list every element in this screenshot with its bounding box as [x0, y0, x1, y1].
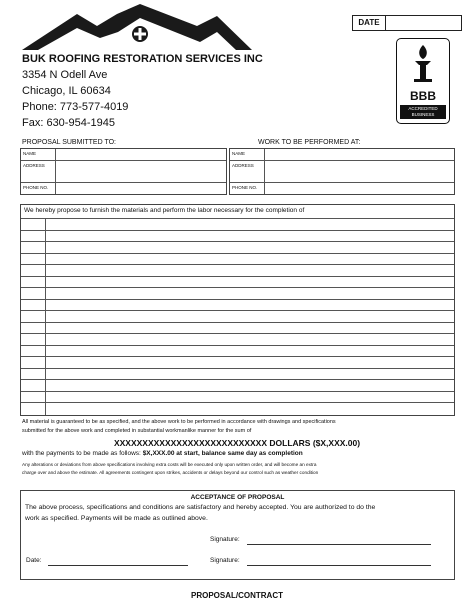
proposal-submitted-box: [20, 148, 227, 195]
work-ruled-line[interactable]: [21, 356, 454, 357]
proposal-submitted-heading: PROPOSAL SUBMITTED TO:: [22, 139, 117, 146]
work-ruled-line[interactable]: [21, 253, 454, 254]
date-label-acceptance: Date:: [26, 557, 42, 564]
company-city: Chicago, IL 60634: [22, 85, 111, 97]
guarantee-line1: All material is guaranteed to be as specified, and the above work to be performed in accordance with drawings and specifications: [22, 419, 336, 425]
submitted-name-field[interactable]: [56, 149, 226, 160]
work-ruled-line[interactable]: [21, 379, 454, 380]
signature1-label: Signature:: [210, 536, 240, 543]
bbb-torch-icon: [397, 39, 449, 89]
work-ruled-line[interactable]: [21, 264, 454, 265]
work-intro-text: We hereby propose to furnish the materials and perform the labor necessary for the completion of: [24, 207, 305, 214]
work-ruled-line[interactable]: [21, 310, 454, 311]
work-ruled-line[interactable]: [21, 345, 454, 346]
performed-name-label: NAME: [232, 151, 246, 156]
submitted-phone-field[interactable]: [56, 183, 226, 194]
performed-phone-label: PHONE NO.: [232, 185, 258, 190]
bbb-line1: ACCREDITED: [408, 106, 438, 111]
footer-title: PROPOSAL/CONTRACT: [191, 591, 283, 600]
work-ruled-line[interactable]: [21, 333, 454, 334]
payments-terms: $X,XXX.00 at start, balance same day as completion: [142, 450, 303, 457]
date-field[interactable]: [386, 16, 461, 30]
work-ruled-line[interactable]: [21, 402, 454, 403]
fine-print-2: charge over and above the estimate. All agreements contingent upon strikes, accidents or delays beyond our control such as weather condition: [22, 470, 319, 475]
work-ruled-line[interactable]: [21, 299, 454, 300]
performed-address-label: ADDRESS: [232, 163, 254, 168]
work-ruled-line[interactable]: [21, 287, 454, 288]
signature2-line[interactable]: [247, 565, 431, 566]
guarantee-line2: submitted for the above work and completed in substantial workmanlike manner for the sum of: [22, 428, 252, 434]
bbb-line2: BUSINESS: [411, 112, 435, 117]
submitted-address-label: ADDRESS: [23, 163, 45, 168]
date-label: DATE: [353, 16, 386, 30]
signature2-label: Signature:: [210, 557, 240, 564]
work-ruled-line[interactable]: [21, 276, 454, 277]
company-name: BUK ROOFING RESTORATION SERVICES INC: [22, 53, 263, 65]
work-ruled-line[interactable]: [21, 322, 454, 323]
performed-phone-field[interactable]: [265, 183, 454, 194]
submitted-address-field[interactable]: [56, 161, 226, 182]
work-ruled-line[interactable]: [21, 368, 454, 369]
payments-prefix: with the payments to be made as follows:: [22, 450, 143, 457]
submitted-name-label: NAME: [23, 151, 37, 156]
company-phone: Phone: 773-577-4019: [22, 101, 129, 113]
bbb-badge: [396, 38, 450, 124]
acceptance-heading: ACCEPTANCE OF PROPOSAL: [190, 494, 285, 501]
work-ruled-line[interactable]: [21, 391, 454, 392]
performed-name-field[interactable]: [265, 149, 454, 160]
acceptance-text1: The above process, specifications and conditions are satisfactory and hereby accepted. You are authorized to do the: [25, 504, 376, 511]
submitted-phone-label: PHONE NO.: [23, 185, 49, 190]
date-line[interactable]: [48, 565, 188, 566]
contract-amount: XXXXXXXXXXXXXXXXXXXXXXXXXXX DOLLARS ($X,XXX.00): [113, 438, 361, 448]
work-performed-heading: WORK TO BE PERFORMED AT:: [258, 139, 361, 146]
work-ruled-line[interactable]: [21, 241, 454, 242]
payments-line: [22, 450, 303, 457]
acceptance-box: [20, 490, 455, 580]
company-street: 3354 N Odell Ave: [22, 69, 108, 81]
roof-logo: [22, 4, 252, 52]
work-description-box: [20, 204, 455, 416]
fine-print-1: Any alterations or deviations from above specifications involving extra costs will be executed only upon written order, and will become an extra: [22, 462, 317, 467]
work-performed-box: [229, 148, 455, 195]
bbb-letters: BBB: [410, 89, 436, 103]
date-box: [352, 15, 462, 31]
performed-address-field[interactable]: [265, 161, 454, 182]
work-ruled-line[interactable]: [21, 218, 454, 219]
acceptance-text2: work as specified. Payments will be made as outlined above.: [25, 515, 208, 522]
signature1-line[interactable]: [247, 544, 431, 545]
company-fax: Fax: 630-954-1945: [22, 117, 115, 129]
work-ruled-line[interactable]: [21, 230, 454, 231]
